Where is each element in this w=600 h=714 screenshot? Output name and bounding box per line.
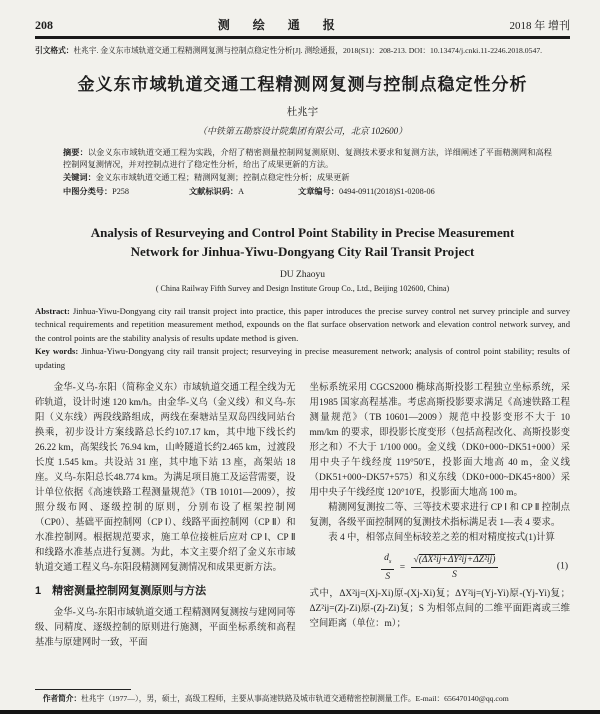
- keywords-text-english: Jinhua-Yiwu-Dongyang city rail transit project; resurveying in precise measurement network; analysis of control point stability; results of updating: [35, 346, 571, 370]
- citation-label: 引文格式：: [35, 46, 74, 55]
- resurvey-requirements-paragraph: 精测网复测按二等、三等技术要求进行 CP Ⅰ 和 CP Ⅱ 控制点复测，各级平面控制网的复测技术指标满足表 1—表 4 要求。: [309, 503, 570, 528]
- author-footnote: [35, 689, 570, 705]
- abstract-english: [35, 305, 570, 345]
- abstract-label-chinese: 摘要：: [63, 147, 88, 157]
- keywords-chinese: [63, 172, 552, 185]
- abstract-block-chinese: [63, 147, 552, 199]
- left-column: [35, 381, 296, 687]
- page-number: 208: [35, 18, 53, 32]
- journal-header: [35, 16, 570, 33]
- article-id-value: 0494-0911(2018)S1-0208-06: [339, 187, 435, 197]
- doc-code-value: A: [238, 187, 245, 197]
- citation-line: [35, 46, 570, 57]
- formula-intro-paragraph: 表 4 中，相邻点间坐标较差之差的相对精度按式(1)计算: [328, 533, 555, 543]
- doc-code-field: [189, 186, 244, 199]
- formula-explanation-paragraph: 式中，ΔX²ij=(Xj-Xi)原-(Xj-Xi)复；ΔY²ij=(Yj-Yi)原-(Yj-Yi)复；ΔZ²ij=(Zj-Zi)原-(Zj-Zi)复；S 为相邻点间的二维平面距离或三维空间距离（单位：m）；: [309, 588, 570, 629]
- equation-1-rhs-fraction: [411, 554, 499, 581]
- section-1-heading: 1 精密测量控制网复测原则与方法: [35, 585, 207, 597]
- variable-d: d: [384, 553, 389, 563]
- keywords-label-chinese: 关键词：: [63, 172, 96, 182]
- clc-label: 中图分类号：: [63, 187, 113, 197]
- abstract-chinese: [63, 147, 552, 172]
- keywords-english: [35, 345, 570, 372]
- author-chinese: 杜兆宇: [286, 106, 319, 118]
- footnote-label: 作者简介：: [42, 694, 82, 704]
- article-id-field: [298, 186, 435, 199]
- classification-line: [63, 186, 552, 199]
- clc-field: [63, 186, 129, 199]
- keywords-label-english: Key words:: [35, 346, 79, 357]
- sqrt-sign: √: [413, 554, 419, 565]
- issue-label: 2018 年 增刊: [509, 20, 570, 32]
- equation-1: [310, 552, 571, 583]
- title-english-line1: Analysis of Resurveying and Control Point Stability in Precise Measurement: [90, 224, 515, 240]
- title-english-line2: Network for Jinhua-Yiwu-Dongyang City Rail Transit Project: [130, 243, 475, 259]
- title-chinese: 金义东市域轨道交通工程精测网复测与控制点稳定性分析: [77, 74, 528, 94]
- author-english: DU Zhaoyu: [279, 269, 326, 280]
- article-id-label: 文章编号：: [298, 187, 339, 197]
- section-1-paragraph: 金华-义乌-东阳市域轨道交通工程精测网复测按与建网同等级、同精度、逐级控制的原则进行施测，平面坐标系统和高程基准与原建网时一致，平面: [35, 608, 296, 648]
- equals-sign: =: [399, 562, 406, 573]
- equation-1-lhs-denominator: S: [385, 571, 391, 582]
- footnote-rule: [35, 689, 131, 690]
- right-column: [310, 381, 571, 687]
- footnote-text-line: [35, 694, 570, 705]
- affiliation-english: ( China Railway Fifth Survey and Design Institute Group Co., Ltd., Beijing 102600, China): [155, 283, 450, 293]
- equation-1-lhs-fraction: [381, 552, 394, 583]
- subscript-s: s: [388, 557, 392, 565]
- abstract-label-english: Abstract:: [35, 305, 70, 316]
- header-rule: [35, 36, 570, 39]
- title-english: [35, 223, 570, 261]
- abstract-block-english: [35, 305, 570, 372]
- equation-1-rhs-denominator: S: [452, 569, 457, 580]
- doc-code-label: 文献标识码：: [188, 187, 239, 197]
- body-columns: [35, 381, 570, 687]
- equation-1-lhs-numerator: [381, 552, 394, 570]
- intro-paragraph: 金华-义乌-东阳（简称金义东）市域轨道交通工程全线为无砟轨道，设计时速 120 km/h。由金华-义乌（金义线）和义乌-东阳（义东线）两段线路组成，两线在秦塘站呈双岛四线同站台换乘，初步设计方案线路总长约107.17 km，其中地下线长约26.22 km，高架线长 76.94 km，山岭隧道长约2.465 km，过渡段长度 1.545 km。共设站 31 座，其中地下站 13 座，高架站 18 座。义乌-东阳总长48.774 km。为满足项目施工及运营需要，设计单位依据《高速铁路工程测量规范》（TB 10101—2009），按照分级布网、逐级控制的原则，分别布设了框架控制网（CP0）、基础平面控制网（CP Ⅰ）、线路平面控制网（CP Ⅱ）和水准控制网。根据规范要求，施工单位接桩后应对 CP Ⅰ、CP Ⅱ 和线路水准基点进行复测。为此，本文主要介绍了金义东市域轨道交通工程义乌-东阳段精测网复测情况和成果更新方法。: [35, 383, 296, 573]
- abstract-text-english: Jinhua-Yiwu-Dongyang city rail transit project into practice, this paper introduces the precise survey control net survey principle and survey technical requirements and repetition measurement method, expounds on the flat surface observation network and elevation control network survey, and the control points are the stability analysis of results update method is given.: [35, 305, 570, 343]
- radicand: (ΔX²ij+ΔY²ij+ΔZ²ij): [418, 554, 496, 565]
- bottom-scan-bar: [0, 710, 600, 714]
- affiliation-chinese: （中铁第五勘察设计院集团有限公司，北京 102600）: [197, 125, 408, 136]
- journal-title: 测 绘 通 报: [217, 18, 345, 32]
- footnote-text: 杜兆宇（1977—），男，硕士，高级工程师，主要从事高速铁路及城市轨道交通精密控制测量工作。E-mail：656470140@qq.com: [81, 694, 509, 704]
- equation-1-rhs-numerator: [411, 554, 499, 568]
- coordinate-system-paragraph: 坐标系统采用 CGCS2000 椭球高斯投影工程独立坐标系统，采用1985 国家高程基准。考虑高斯投影要求满足《高速铁路工程测量规范》（TB 10601—2009）规范中投影变形不大于 10 mm/km 的要求，即投影长度变形（包括高程改化、高斯投影变形之和）不大于 1/100 000。金义线（DK0+000~DK51+000）采用中央子午线经度 119°50′E，投影面大地高 40 m，金义线（DK51+000~DK57+575）和义东线（DK0+000~DK45+800）采用中央子午线经度 120°10′E，投影面大地高 100 m。: [309, 383, 570, 498]
- abstract-text-chinese: 以金义东市域轨道交通工程为实践，介绍了精密测量控制网复测原则、复测技术要求和复测方法，详细阐述了平面精测网和高程控制网复测情况，并对控制点进行了稳定性分析，给出了成果更新的方法。: [63, 147, 552, 170]
- citation-text: 杜兆宇. 金义东市域轨道交通工程精测网复测与控制点稳定性分析[J]. 测绘通报，2018(S1)：208-213. DOI：10.13474/j.cnki.11-2246.2018.0547.: [73, 46, 543, 55]
- keywords-text-chinese: 金义东市域轨道交通工程；精测网复测；控制点稳定性分析；成果更新: [95, 172, 350, 182]
- clc-value: P258: [112, 187, 129, 197]
- equation-number: (1): [556, 561, 568, 572]
